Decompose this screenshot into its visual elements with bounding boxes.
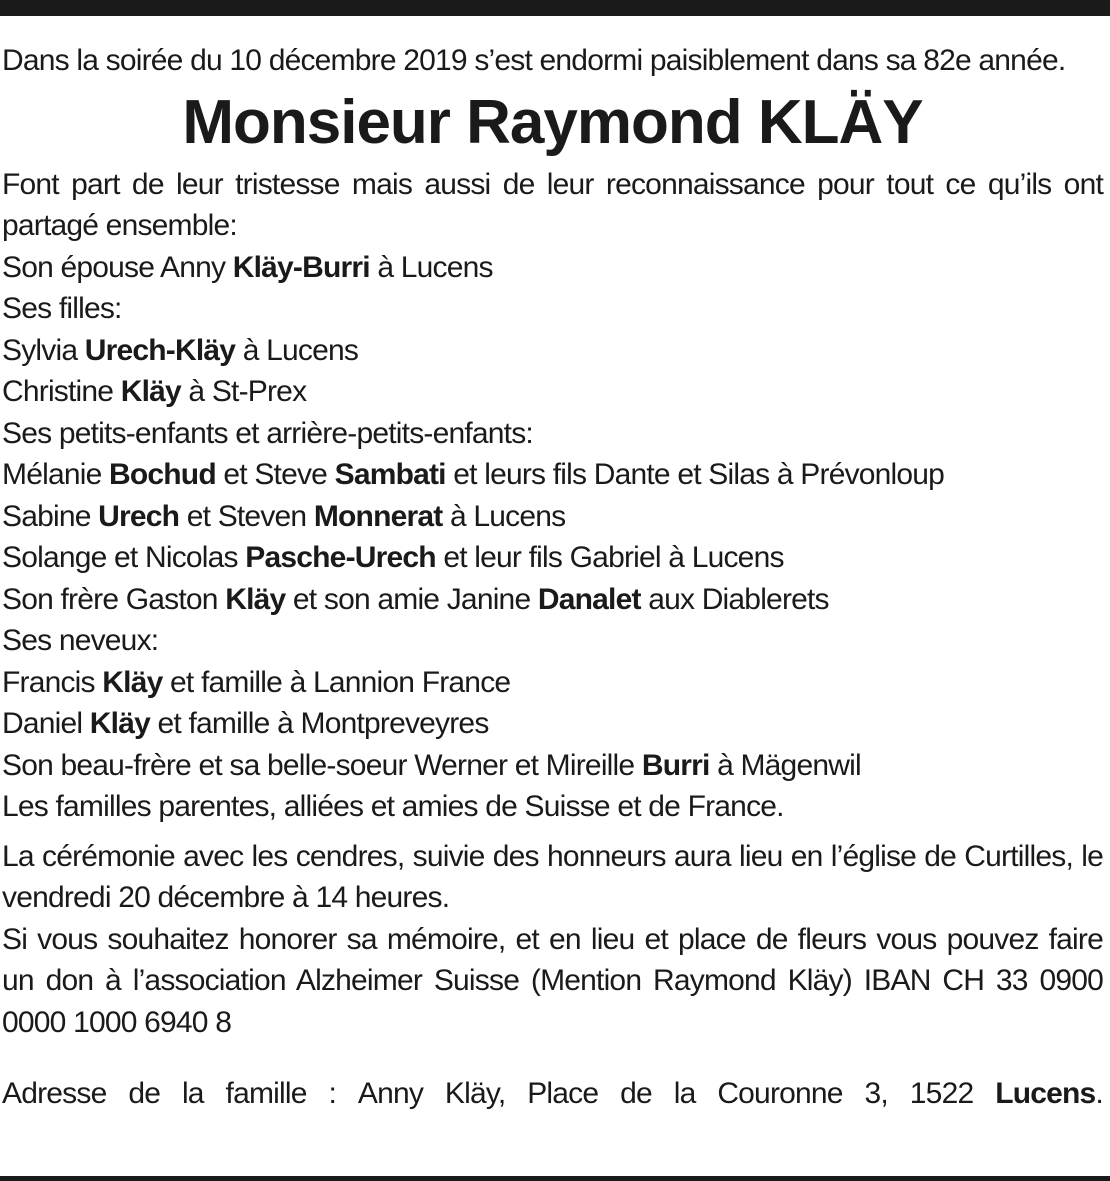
- list-item: Christine Kläy à St-Prex: [2, 375, 307, 408]
- list-item: Solange et Nicolas Pasche-Urech et leur fils Gabriel à Lucens: [2, 541, 784, 574]
- list-item: Ses petits-enfants et arrière-petits-enfants:: [2, 416, 533, 450]
- deceased-name: Monsieur Raymond KLÄY: [182, 87, 923, 157]
- ceremony-text: La cérémonie avec les cendres, suivie des honneurs aura lieu en l’église de Curtilles, le vendredi 20 décembre à 14 heures.: [2, 839, 1103, 914]
- list-item: Son frère Gaston Kläy et son amie Janine Danalet aux Diablerets: [2, 582, 829, 616]
- list-item: Mélanie Bochud et Steve Sambati et leurs fils Dante et Silas à Prévonloup: [2, 458, 945, 491]
- bottom-rule: [0, 1176, 1110, 1181]
- list-item: Ses neveux:: [2, 624, 159, 657]
- intro-text: Dans la soirée du 10 décembre 2019 s’est endormi paisiblement dans sa 82e année.: [2, 44, 1066, 77]
- top-rule: [0, 0, 1110, 16]
- list-item: Ses filles:: [2, 292, 122, 325]
- list-item: Francis Kläy et famille à Lannion France: [2, 665, 511, 699]
- list-item: Son beau-frère et sa belle-soeur Werner et Mireille Burri à Mägenwil: [2, 748, 861, 782]
- obituary-notice: [2, 40, 1103, 1145]
- list-item: Sylvia Urech-Kläy à Lucens: [2, 333, 359, 367]
- list-item: Les familles parentes, alliées et amies de Suisse et de France.: [2, 790, 784, 823]
- list-item: Son épouse Anny Kläy-Burri à Lucens: [2, 250, 493, 284]
- donation-text: Si vous souhaitez honorer sa mémoire, et en lieu et place de fleurs vous pouvez faire un don à l’association Alzheimer Suisse (Mention Raymond Kläy) IBAN CH 33 0900 0000 1000 6940 8: [2, 922, 1103, 1039]
- family-list: [2, 247, 1103, 828]
- family-address: Adresse de la famille : Anny Kläy, Place de la Couronne 3, 1522 Lucens.: [2, 1077, 1103, 1110]
- list-item: Daniel Kläy et famille à Montpreveyres: [2, 707, 489, 740]
- list-item: Sabine Urech et Steven Monnerat à Lucens: [2, 499, 566, 533]
- announcement-text: Font part de leur tristesse mais aussi de leur reconnaissance pour tout ce qu’ils ont partagé ensemble:: [2, 167, 1103, 242]
